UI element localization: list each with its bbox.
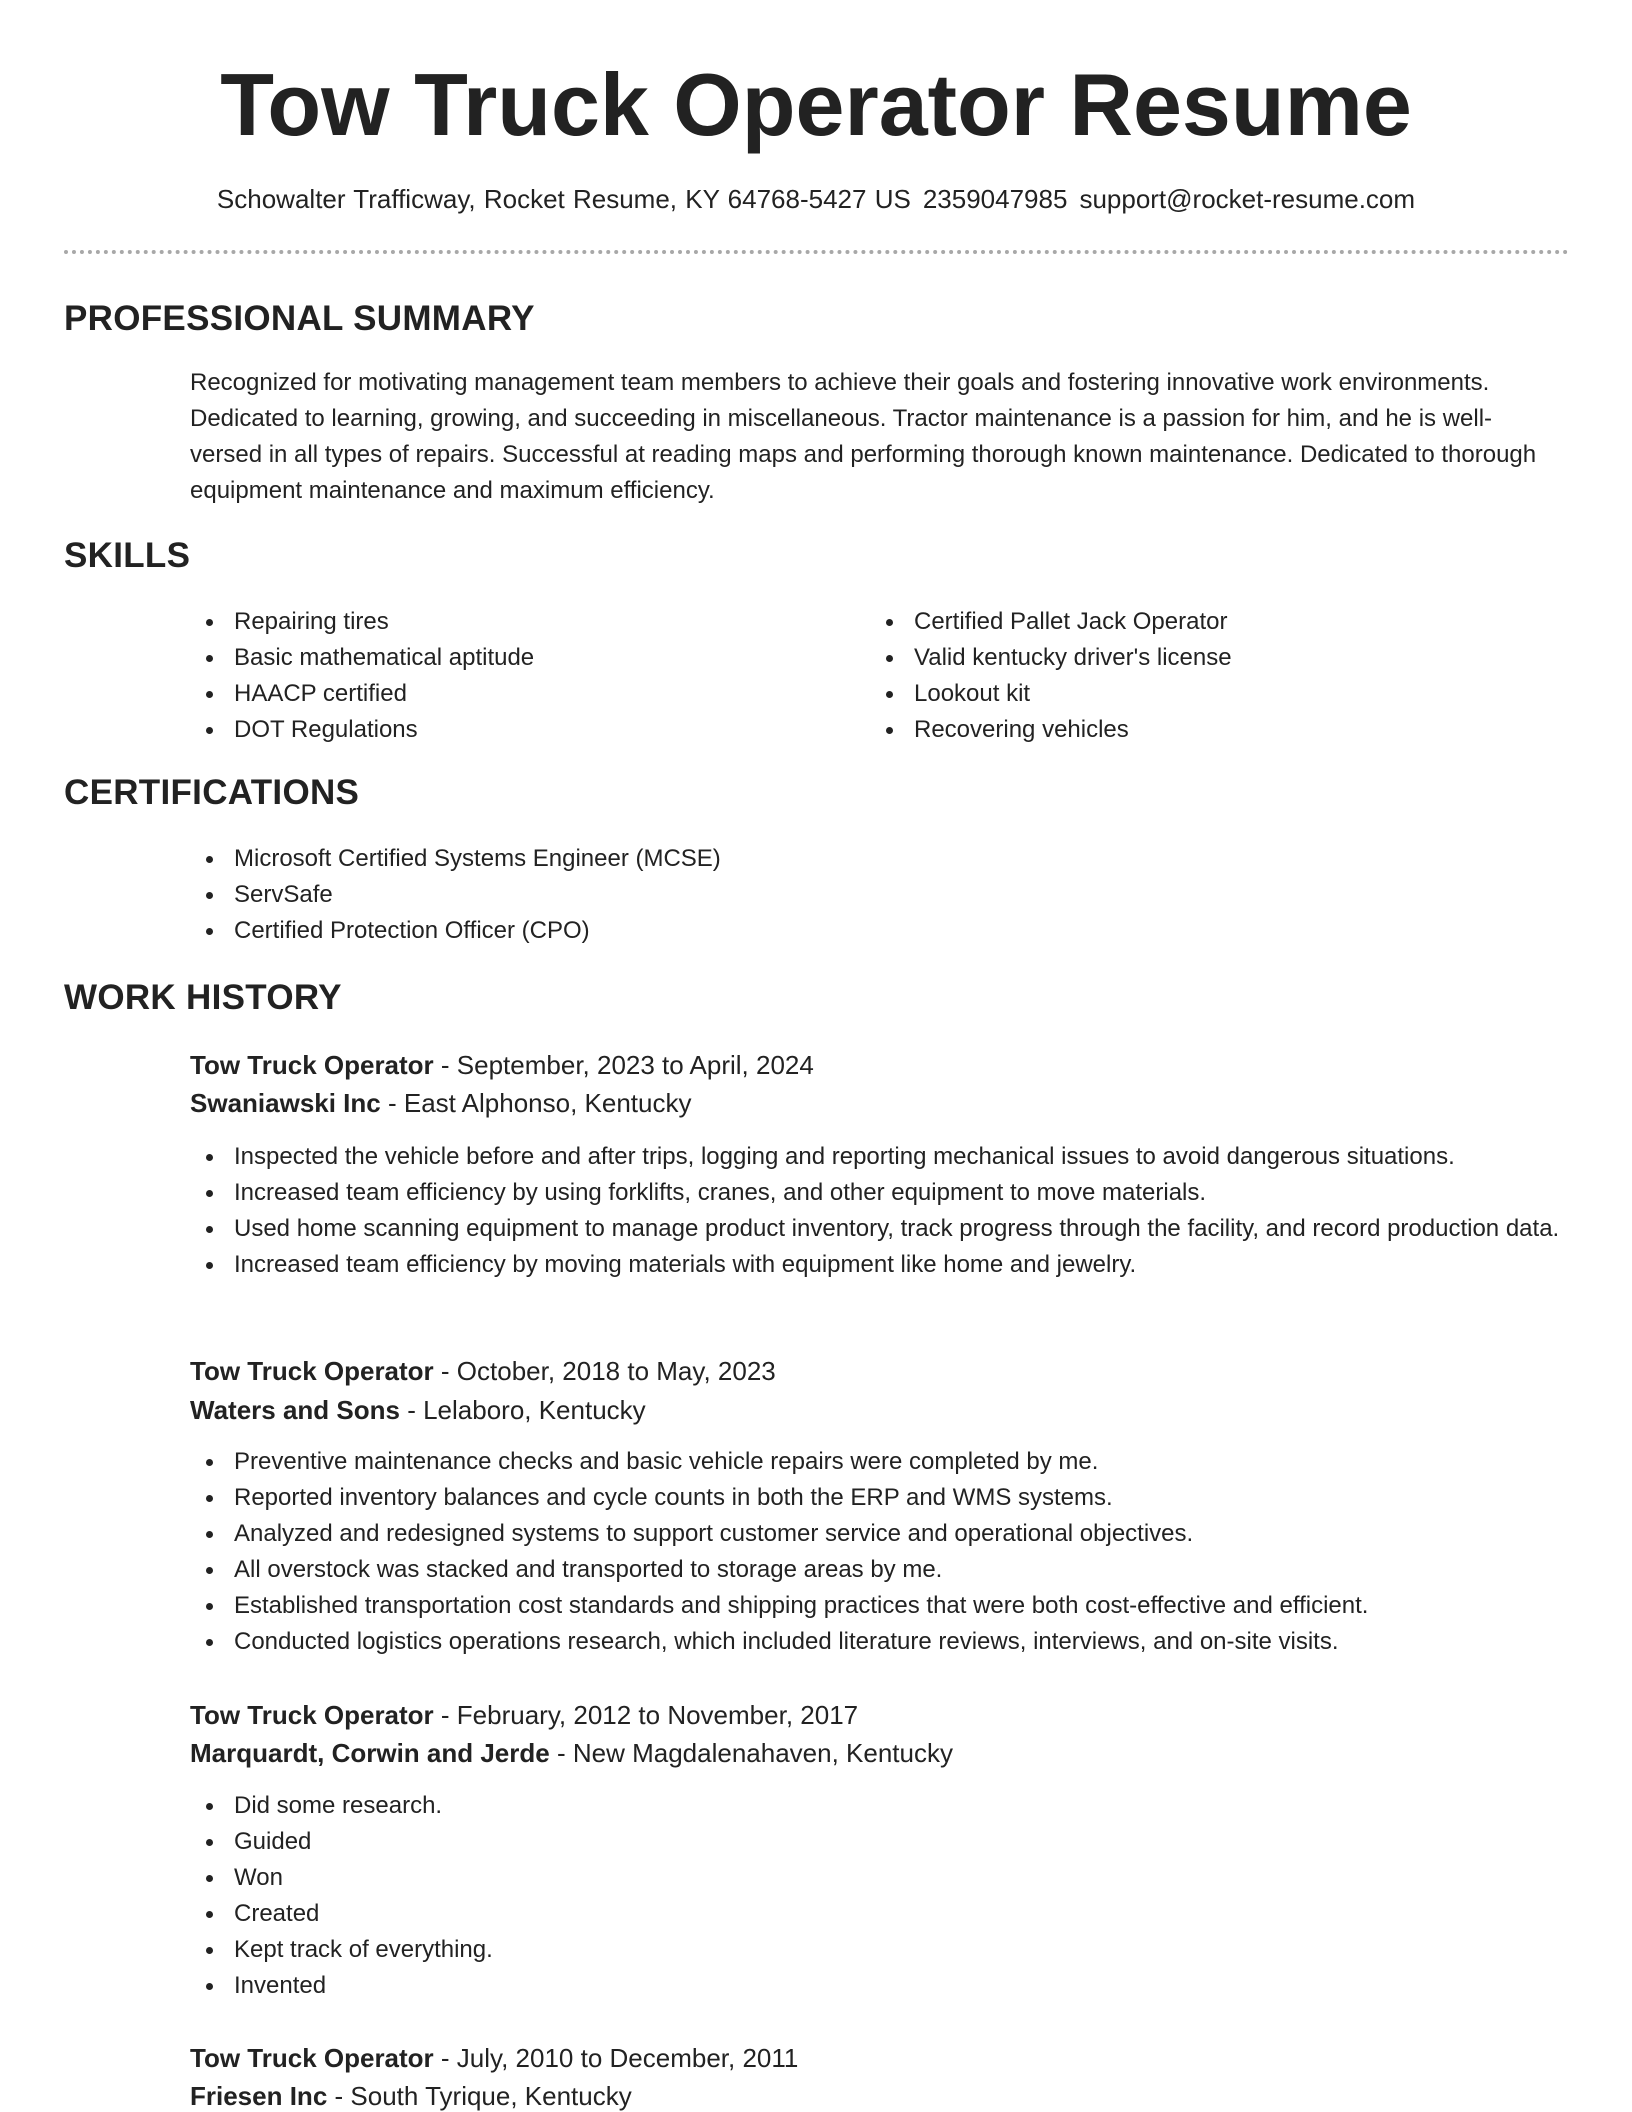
job-company-line: Swaniawski Inc - East Alphonso, Kentucky xyxy=(190,1088,692,1118)
job-bullets xyxy=(190,1788,1560,2004)
job-title-line: Tow Truck Operator - July, 2010 to December, 2011 xyxy=(190,2043,799,2073)
certifications-list xyxy=(190,841,1550,949)
job-bullet: Inspected the vehicle before and after trips, logging and reporting mechanical issues to avoid dangerous situations. xyxy=(190,1139,1560,1175)
job-title-line: Tow Truck Operator - October, 2018 to May, 2023 xyxy=(190,1356,776,1386)
skill-item: HAACP certified xyxy=(190,676,830,712)
job-title: Tow Truck Operator xyxy=(190,2043,434,2073)
job-company-line: Waters and Sons - Lelaboro, Kentucky xyxy=(190,1395,646,1425)
job-bullet: Won xyxy=(190,1860,1560,1896)
skill-item: Basic mathematical aptitude xyxy=(190,640,830,676)
job-bullet: Created xyxy=(190,1896,1560,1932)
job-company: Waters and Sons xyxy=(190,1395,400,1425)
certifications-heading: CERTIFICATIONS xyxy=(64,773,360,812)
skills-list-right xyxy=(870,604,1550,748)
skill-item: DOT Regulations xyxy=(190,712,830,748)
job-bullet: Guided xyxy=(190,1824,1560,1860)
job-bullet: Increased team efficiency by moving materials with equipment like home and jewelry. xyxy=(190,1247,1560,1283)
job-dates: October, 2018 to May, 2023 xyxy=(456,1356,776,1386)
certification-item: ServSafe xyxy=(190,877,1550,913)
job-title-line: Tow Truck Operator - September, 2023 to April, 2024 xyxy=(190,1050,814,1080)
job-location: East Alphonso, Kentucky xyxy=(403,1088,692,1118)
job-bullet: Used home scanning equipment to manage product inventory, track progress through the facility, and record production data. xyxy=(190,1211,1560,1247)
summary-text: Recognized for motivating management team members to achieve their goals and fostering innovative work environments. Dedicated to learning, growing, and succeeding in miscellaneous. Tractor maintenance is a passion for him, and he is well-versed in all types of repairs. Successful at reading maps and performing thorough known maintenance. Dedicated to thorough equipment maintenance and maximum efficiency. xyxy=(190,369,1537,504)
header-divider xyxy=(64,250,1569,254)
contact-line xyxy=(0,181,1632,217)
job-dates: July, 2010 to December, 2011 xyxy=(456,2043,799,2073)
job-bullet: Conducted logistics operations research, which included literature reviews, interviews, and on-site visits. xyxy=(190,1624,1560,1660)
job-bullet: All overstock was stacked and transported to storage areas by me. xyxy=(190,1552,1560,1588)
job-bullet: Preventive maintenance checks and basic vehicle repairs were completed by me. xyxy=(190,1444,1560,1480)
job-company: Friesen Inc xyxy=(190,2081,328,2111)
job-bullet: Kept track of everything. xyxy=(190,1932,1560,1968)
resume-title: Tow Truck Operator Resume xyxy=(220,55,1412,154)
job-bullets xyxy=(190,1444,1560,1660)
job-title: Tow Truck Operator xyxy=(190,1050,434,1080)
job-location: Lelaboro, Kentucky xyxy=(423,1395,646,1425)
job-bullet: Did some research. xyxy=(190,1788,1560,1824)
job-dates: September, 2023 to April, 2024 xyxy=(456,1050,814,1080)
skills-list-left xyxy=(190,604,830,748)
job-dates: February, 2012 to November, 2017 xyxy=(456,1700,859,1730)
skills-heading: SKILLS xyxy=(64,536,191,575)
summary-heading: PROFESSIONAL SUMMARY xyxy=(64,299,535,338)
job-bullet: Increased team efficiency by using forklifts, cranes, and other equipment to move materials. xyxy=(190,1175,1560,1211)
contact-address: Schowalter Trafficway, Rocket Resume, KY 64768-5427 US xyxy=(216,184,911,214)
skill-item: Certified Pallet Jack Operator xyxy=(870,604,1550,640)
job-company: Marquardt, Corwin and Jerde xyxy=(190,1738,550,1768)
job-bullet: Reported inventory balances and cycle counts in both the ERP and WMS systems. xyxy=(190,1480,1560,1516)
job-bullet: Analyzed and redesigned systems to support customer service and operational objectives. xyxy=(190,1516,1560,1552)
job-bullets xyxy=(190,1139,1560,1283)
job-title: Tow Truck Operator xyxy=(190,1356,434,1386)
skill-item: Valid kentucky driver's license xyxy=(870,640,1550,676)
job-bullet: Invented xyxy=(190,1968,1560,2004)
contact-phone: 2359047985 xyxy=(922,184,1068,214)
job-company-line: Marquardt, Corwin and Jerde - New Magdalenahaven, Kentucky xyxy=(190,1738,953,1768)
job-title: Tow Truck Operator xyxy=(190,1700,434,1730)
skill-item: Recovering vehicles xyxy=(870,712,1550,748)
job-bullet: Established transportation cost standards and shipping practices that were both cost-effective and efficient. xyxy=(190,1588,1560,1624)
certification-item: Certified Protection Officer (CPO) xyxy=(190,913,1550,949)
job-company: Swaniawski Inc xyxy=(190,1088,381,1118)
job-location: New Magdalenahaven, Kentucky xyxy=(572,1738,953,1768)
work-history-heading: WORK HISTORY xyxy=(64,978,342,1017)
skill-item: Lookout kit xyxy=(870,676,1550,712)
job-title-line: Tow Truck Operator - February, 2012 to November, 2017 xyxy=(190,1700,859,1730)
contact-email: support@rocket-resume.com xyxy=(1079,184,1416,214)
certification-item: Microsoft Certified Systems Engineer (MCSE) xyxy=(190,841,1550,877)
job-company-line: Friesen Inc - South Tyrique, Kentucky xyxy=(190,2081,632,2111)
skill-item: Repairing tires xyxy=(190,604,830,640)
job-location: South Tyrique, Kentucky xyxy=(350,2081,632,2111)
